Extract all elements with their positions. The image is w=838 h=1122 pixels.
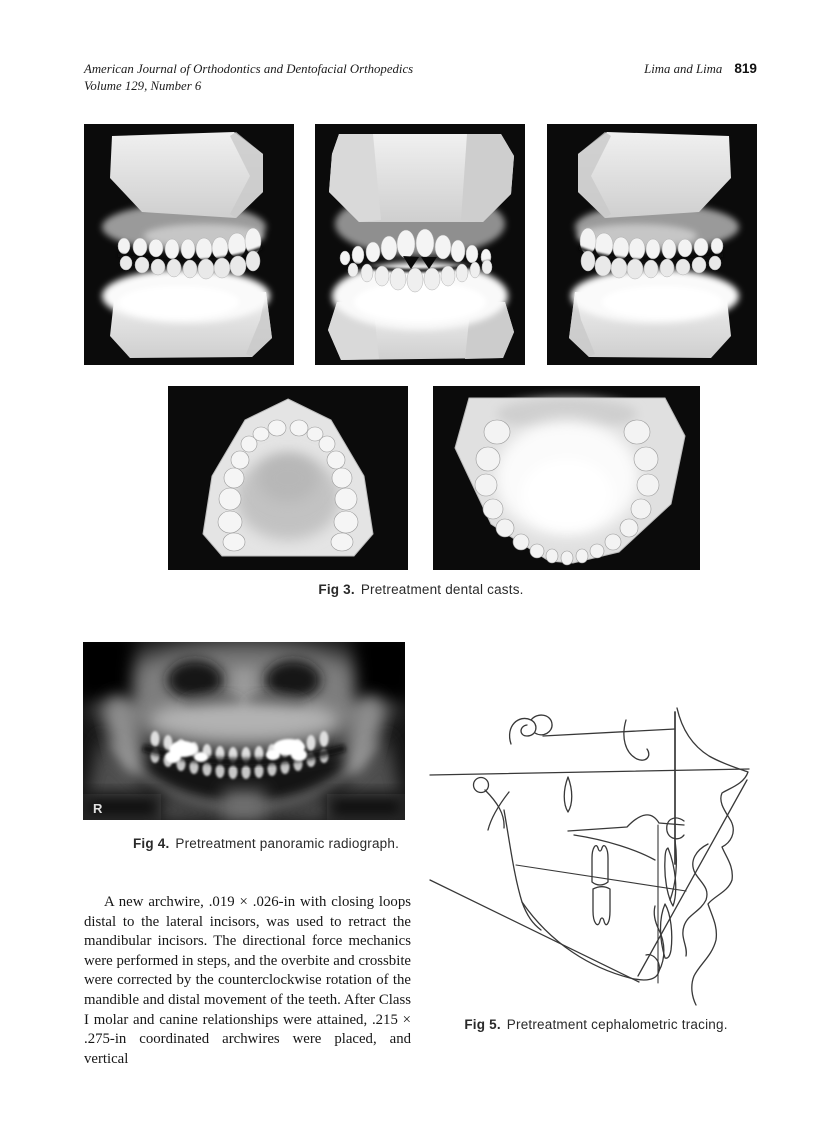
body-text-column [84,893,411,1069]
running-head [644,61,757,77]
cast-photo-maxillary-occlusal [168,386,408,570]
radiograph-side-marker: R [93,801,103,816]
panoramic-radiograph [83,642,405,820]
journal-volume: Volume 129, Number 6 [84,78,202,93]
figure3-caption [84,582,758,597]
cast-photo-left-lateral [547,124,757,365]
figure4-label: Fig 4. [132,836,170,851]
figure3-caption-text: Pretreatment dental casts. [360,582,524,597]
figure4-caption-text: Pretreatment panoramic radiograph. [175,836,400,851]
cephalometric-tracing [425,692,755,1014]
page-number: 819 [734,61,757,76]
figure4-caption [105,836,427,851]
body-paragraph: A new archwire, .019 × .026-in with closing loops distal to the lateral incisors, was used to retract the mandibular incisors. The directional force mechanics were performed in steps, and the overbite and crossbite were corrected by the counterclockwise rotation of the mandible and distal movement of the teeth. After Class I molar and canine relationships were attained, .215 × .275-in coordinated archwires were placed, and vertical [84,894,411,1067]
figure5-caption-text: Pretreatment cephalometric tracing. [506,1017,728,1032]
cast-photo-frontal [315,124,525,365]
figure5-label: Fig 5. [464,1017,501,1032]
journal-header [84,61,413,94]
figure3-label: Fig 3. [318,582,355,597]
running-authors: Lima and Lima [644,62,723,76]
cast-photo-mandibular-occlusal [433,386,700,570]
figure5-caption [430,1017,762,1032]
cast-photo-right-lateral [84,124,294,365]
journal-title: American Journal of Orthodontics and Dentofacial Orthopedics [84,62,414,76]
